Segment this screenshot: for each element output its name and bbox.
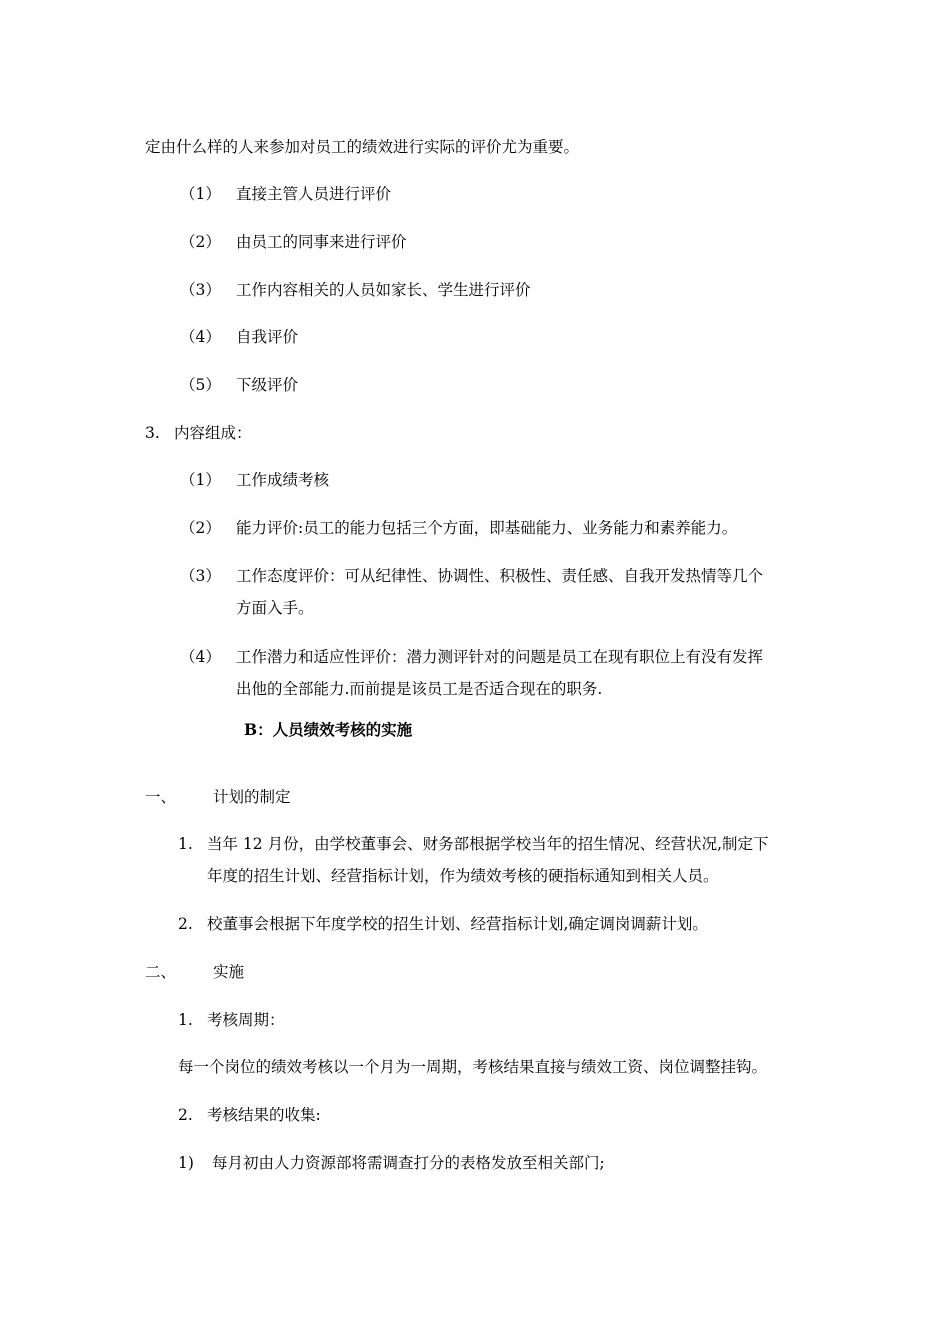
- item-number: （3）: [180, 281, 221, 299]
- item-number: 2.: [178, 915, 193, 933]
- item-text: 当年 12 月份，由学校董事会、财务部根据学校当年的招生情况、经营状况,制定下: [207, 835, 769, 853]
- item-text: 由员工的同事来进行评价: [236, 233, 407, 251]
- item-text: 每月初由人力资源部将需调查打分的表格发放至相关部门;: [212, 1154, 605, 1172]
- item-text: 考核周期：: [207, 1011, 285, 1029]
- item-text: 工作态度评价：可从纪律性、协调性、积极性、责任感、自我开发热情等几个: [236, 567, 764, 585]
- item-text: 考核结果的收集:: [207, 1106, 321, 1124]
- item-number: 1): [178, 1154, 194, 1172]
- item-number: （2）: [180, 233, 221, 251]
- part-title: 实施: [213, 963, 245, 981]
- item-number: （5）: [180, 376, 221, 394]
- item-text-continued: 年度的招生计划、经营指标计划，作为绩效考核的硬指标通知到相关人员。: [207, 867, 719, 885]
- item-number: （2）: [180, 519, 221, 537]
- item-text: 校董事会根据下年度学校的招生计划、经营指标计划,确定调岗调薪计划。: [207, 915, 708, 933]
- item-number: （4）: [180, 328, 221, 346]
- part-number: 一、: [145, 788, 177, 806]
- item-text: 工作成绩考核: [236, 471, 330, 489]
- intro-line: 定由什么样的人来参加对员工的绩效进行实际的评价尤为重要。: [145, 138, 580, 156]
- item-text-continued: 出他的全部能力.而前提是该员工是否适合现在的职务.: [236, 680, 603, 698]
- item-text: 工作潜力和适应性评价：潜力测评针对的问题是员工在现有职位上有没有发挥: [236, 648, 764, 666]
- section-title: 内容组成：: [174, 424, 252, 442]
- item-number: 2.: [178, 1106, 193, 1124]
- item-number: （3）: [180, 567, 221, 585]
- item-number: （4）: [180, 648, 221, 666]
- item-text: 自我评价: [236, 328, 299, 346]
- item-text-continued: 方面入手。: [236, 599, 314, 617]
- paragraph: 每一个岗位的绩效考核以一个月为一周期，考核结果直接与绩效工资、岗位调整挂钩。: [178, 1058, 768, 1076]
- item-text: 工作内容相关的人员如家长、学生进行评价: [236, 281, 531, 299]
- section-number: 3.: [145, 424, 160, 442]
- item-text: 下级评价: [236, 376, 299, 394]
- section-heading-b: B：人员绩效考核的实施: [244, 720, 413, 739]
- item-text: 能力评价:员工的能力包括三个方面，即基础能力、业务能力和素养能力。: [236, 519, 738, 537]
- item-number: （1）: [180, 185, 221, 203]
- part-title: 计划的制定: [213, 788, 291, 806]
- item-number: （1）: [180, 471, 221, 489]
- item-number: 1.: [178, 835, 193, 853]
- item-number: 1.: [178, 1011, 193, 1029]
- part-number: 二、: [145, 963, 177, 981]
- item-text: 直接主管人员进行评价: [236, 185, 392, 203]
